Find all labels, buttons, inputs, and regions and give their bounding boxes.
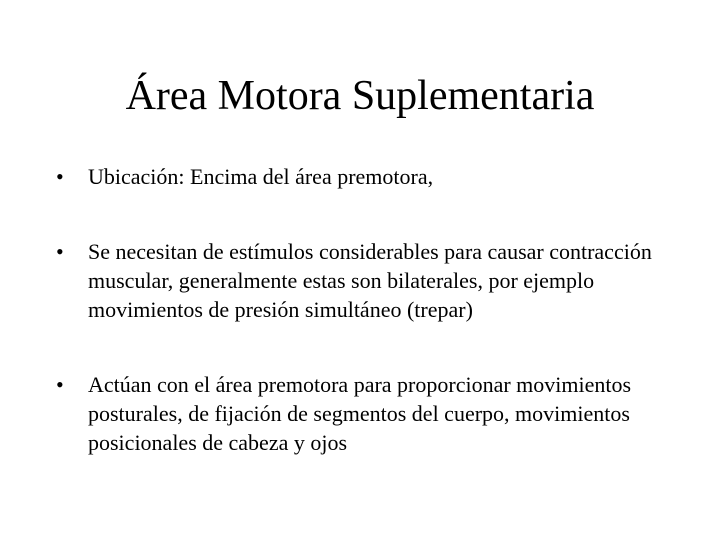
bullet-text: Actúan con el área premotora para proporcionar movimientos posturales, de fijación de segmentos del cuerpo, movimientos posicionales de cabeza y ojos xyxy=(88,372,632,455)
bullet-text: Se necesitan de estímulos considerables para causar contracción muscular, generalmente estas son bilaterales, por ejemplo movimientos de presión simultáneo (trepar) xyxy=(88,239,652,322)
bullet-icon: • xyxy=(56,372,64,397)
bullet-icon: • xyxy=(56,164,64,189)
bullet-text: Ubicación: Encima del área premotora, xyxy=(88,164,434,189)
bullet-icon: • xyxy=(56,239,64,264)
bullet-item-location xyxy=(56,162,676,191)
bullet-item-stimuli xyxy=(56,237,676,324)
bullet-item-function xyxy=(56,370,676,457)
slide-title: Área Motora Suplementaria xyxy=(125,73,595,119)
bullet-list xyxy=(56,162,676,457)
